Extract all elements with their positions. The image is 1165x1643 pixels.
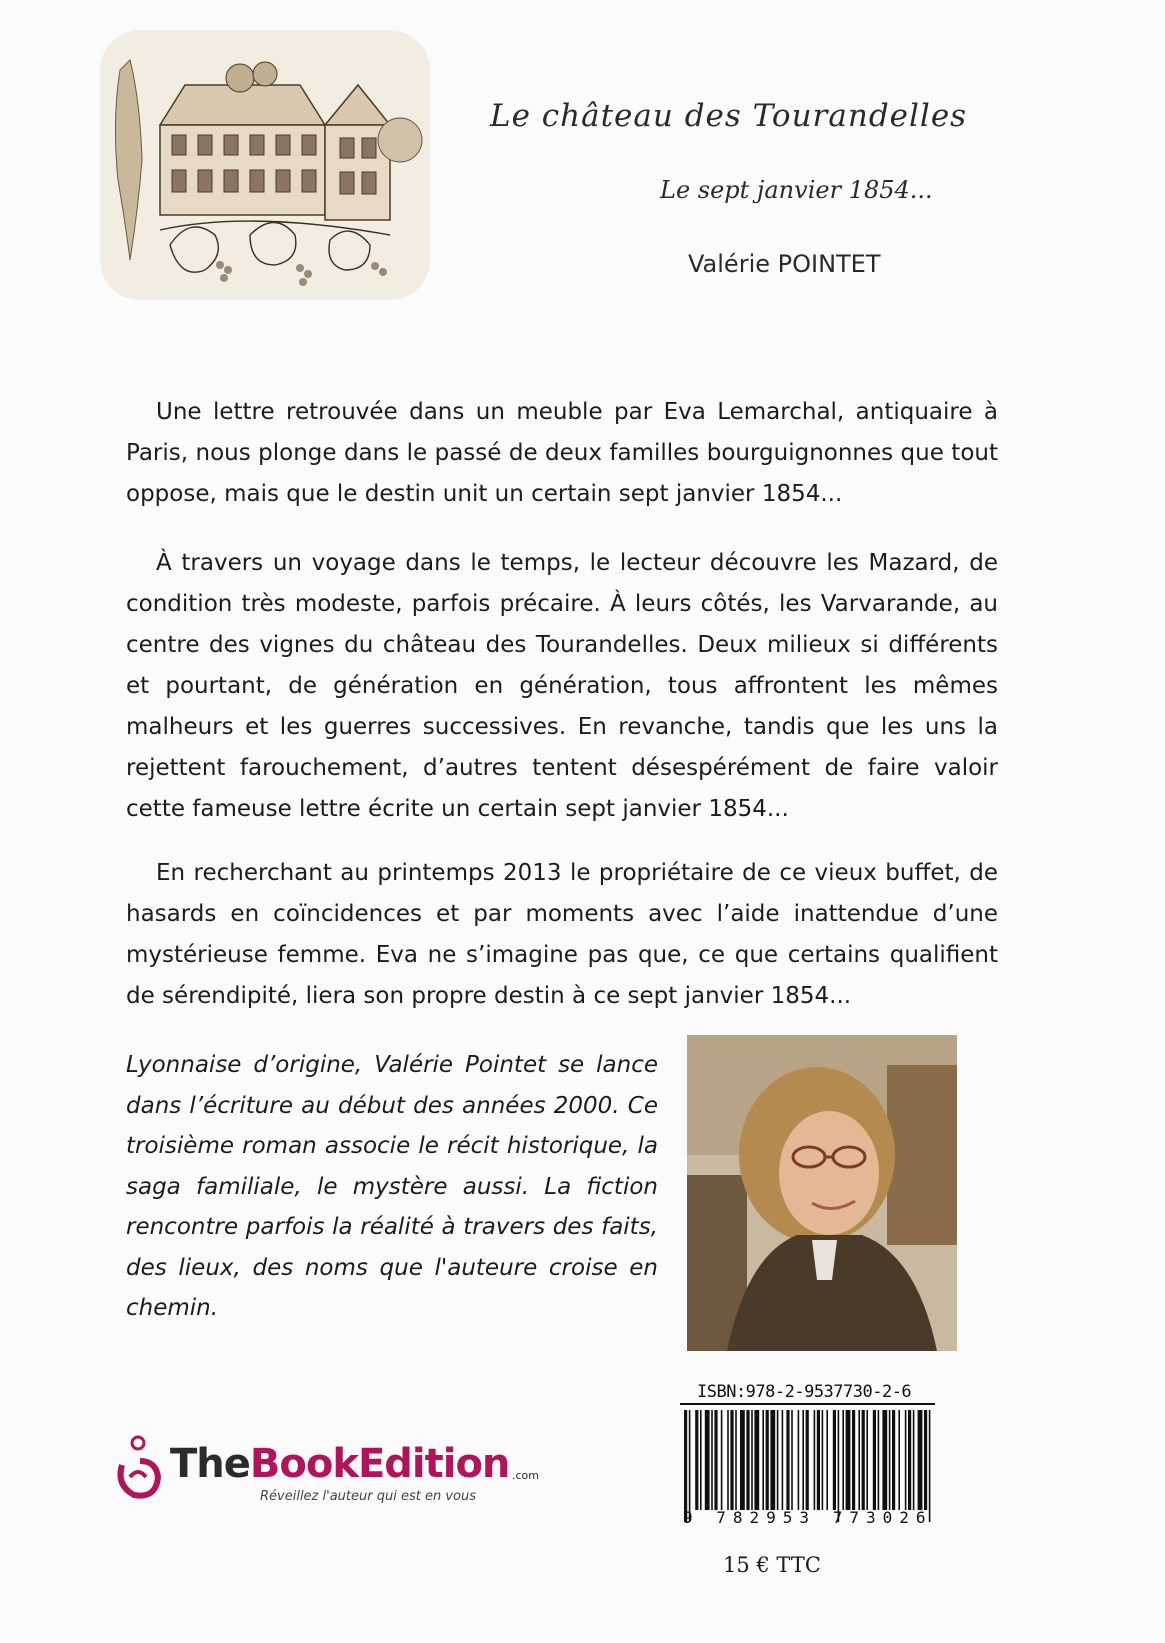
barcode-bar [740,1410,745,1510]
barcode-bar [782,1410,784,1510]
barcode-bar [918,1410,923,1510]
barcode-bar [727,1410,729,1510]
barcode-bar [842,1410,844,1510]
barcode-bar [913,1410,915,1510]
author-bio: Lyonnaise d’origine, Valérie Pointet se lance dans l’écriture au début des années 2000. Ce troisième roman associe le récit historique, la saga familiale, le mystère aussi. La fiction rencontre parfois la réalité à travers des faits, des lieux, des noms que l'auteure croise en chemin. [126,1052,658,1321]
barcode-bar [705,1410,710,1510]
barcode-bar [882,1410,887,1510]
barcode-bar [770,1410,775,1510]
barcode-bar [817,1410,820,1510]
barcode-bar [695,1410,698,1510]
barcode-bar [826,1410,828,1510]
barcode-bar [735,1410,737,1510]
barcode-bar [889,1410,891,1510]
publisher-tagline: Réveillez l'auteur qui est en vous [260,1489,476,1504]
barcode-bar [858,1410,860,1510]
barcode-bar [689,1410,691,1522]
barcode-bar [746,1410,749,1510]
barcode-bar [814,1410,816,1510]
barcode-bar [711,1410,713,1510]
barcode-bar [866,1410,868,1510]
publisher-name-part2: BookEdition [249,1441,510,1487]
publisher-name-part1: The [170,1441,250,1487]
barcode-bar [802,1410,804,1510]
synopsis-paragraph-3: En recherchant au printemps 2013 le propriétaire de ce vieux buffet, de hasards en coïncidences et par moments avec l’aide inattendue d’une mystérieuse femme. Eva ne s’imagine pas que, ce que certains qualifient de sérendipité, liera son propre destin à ce sept janvier 1854... [126,860,998,1009]
barcode-bar [929,1410,931,1522]
synopsis-paragraph-2: À travers un voyage dans le temps, le lecteur découvre les Mazard, de condition très modeste, parfois précaire. À leurs côtés, les Varvarande, au centre des vignes du château des Tourandelles. Deux milieux si différents et pourtant, de génération en génération, tous affrontent les mêmes malheurs et les guerres successives. En revanche, tandis que les uns la rejettent farouchement, d’autres tentent désespérément de faire valoir cette fameuse lettre écrite un certain sept janvier 1854... [126,550,998,822]
barcode-bar [905,1410,907,1510]
barcode-bar [873,1410,876,1510]
barcode-bar [878,1410,880,1510]
barcode-bar [806,1410,809,1510]
publisher-logo [112,1435,552,1505]
book-author: Valérie POINTET [688,250,881,278]
publisher-domain: .com [512,1469,539,1482]
barcode-bar [892,1410,895,1510]
barcode-bar [730,1410,733,1510]
publisher-logo-icon [112,1435,164,1503]
barcode-bar [700,1410,702,1510]
chateau-illustration [100,30,430,300]
barcode-bar [684,1410,687,1522]
barcode-bar [838,1410,840,1522]
isbn-barcode [680,1402,935,1522]
barcode-digits: 9 782953 773026 [683,1508,933,1527]
barcode-bar [751,1410,753,1510]
barcode-bar [924,1410,927,1510]
barcode-bar [908,1410,911,1510]
barcode-bar [766,1410,769,1510]
isbn-label: ISBN:978-2-9537730-2-6 [697,1382,912,1402]
barcode-bar [762,1410,764,1510]
barcode-bar [898,1410,900,1510]
barcode-bar [714,1410,717,1510]
barcode-bar [791,1410,793,1510]
barcode-bar [833,1410,836,1510]
author-photo [687,1035,957,1351]
barcode-bar [846,1410,851,1510]
barcode-bar [786,1410,789,1510]
barcode-bar [798,1410,800,1510]
barcode-bar [862,1410,865,1510]
price-label: 15 € TTC [723,1553,821,1577]
book-subtitle: Le sept janvier 1854... [660,176,933,204]
barcode-bar [754,1410,759,1510]
synopsis-paragraph-1: Une lettre retrouvée dans un meuble par Eva Lemarchal, antiquaire à Paris, nous plonge dans le passé de deux familles bourguignonnes que tout oppose, mais que le destin unit un certain sept janvier 1854... [126,399,998,507]
barcode-bar [721,1410,723,1510]
barcode-bar [777,1410,779,1510]
barcode-bar [822,1410,824,1510]
barcode-bar [852,1410,855,1510]
publisher-name [170,1441,509,1487]
book-title: Le château des Tourandelles [490,98,968,134]
